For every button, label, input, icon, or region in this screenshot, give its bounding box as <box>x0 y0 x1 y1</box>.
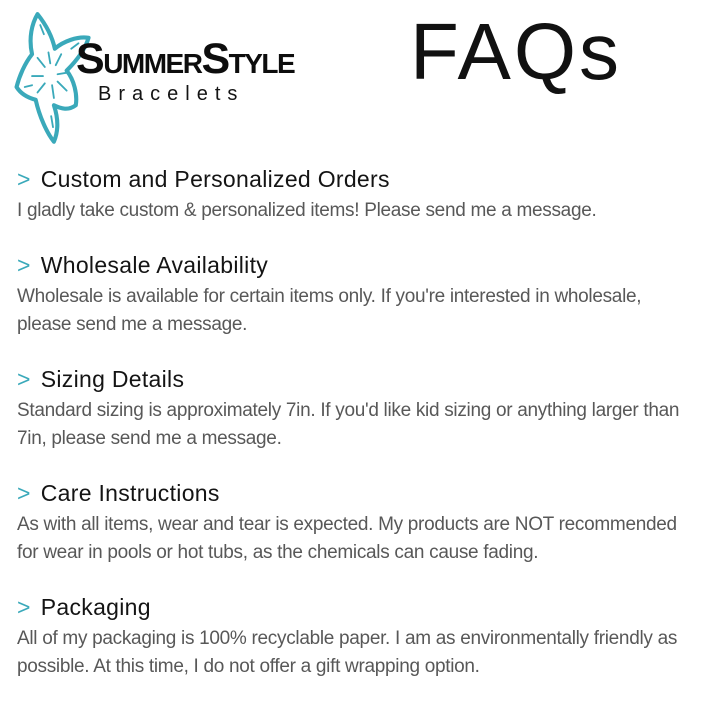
faq-heading <box>17 164 696 194</box>
faq-heading <box>17 478 696 508</box>
chevron-right-icon: > <box>17 366 31 392</box>
faq-answer: I gladly take custom & personalized items! Please send me a message. <box>17 200 597 221</box>
brand-initial-s2: S <box>201 35 229 83</box>
faq-answer: Wholesale is available for certain items only. If you're interested in wholesale, please send me a message. <box>17 286 642 335</box>
faq-section-custom-orders <box>17 164 696 225</box>
logo-text <box>76 35 295 106</box>
faq-answer: All of my packaging is 100% recyclable paper. I am as environmentally friendly as possible. At this time, I do not offer a gift wrapping option. <box>17 628 678 677</box>
faq-section-packaging <box>17 592 696 681</box>
page-title: FAQs <box>410 7 623 96</box>
brand-part1: UMMER <box>103 48 202 79</box>
faq-section-care <box>17 478 696 567</box>
faq-heading <box>17 592 696 622</box>
faq-answer: As with all items, wear and tear is expected. My products are NOT recommended for wear in pools or hot tubs, as the chemicals can cause fading. <box>17 514 677 563</box>
brand-initial-s1: S <box>76 35 104 83</box>
header <box>0 0 720 152</box>
faq-heading-label: Sizing Details <box>40 366 185 392</box>
faq-heading <box>17 250 696 280</box>
brand-name <box>76 35 295 83</box>
faq-section-sizing <box>17 364 696 453</box>
faq-heading-label: Packaging <box>40 594 151 620</box>
faq-heading <box>17 364 696 394</box>
faq-heading-label: Wholesale Availability <box>40 252 269 278</box>
chevron-right-icon: > <box>17 252 31 278</box>
faq-list <box>0 152 720 681</box>
brand-part2: TYLE <box>228 48 295 79</box>
faq-section-wholesale <box>17 250 696 339</box>
chevron-right-icon: > <box>17 166 31 192</box>
faq-heading-label: Care Instructions <box>40 480 220 506</box>
brand-subtitle: Bracelets <box>98 83 245 105</box>
faq-answer: Standard sizing is approximately 7in. If you'd like kid sizing or anything larger than 7in, please send me a message. <box>17 400 680 449</box>
faq-heading-label: Custom and Personalized Orders <box>40 166 390 192</box>
chevron-right-icon: > <box>17 594 31 620</box>
chevron-right-icon: > <box>17 480 31 506</box>
